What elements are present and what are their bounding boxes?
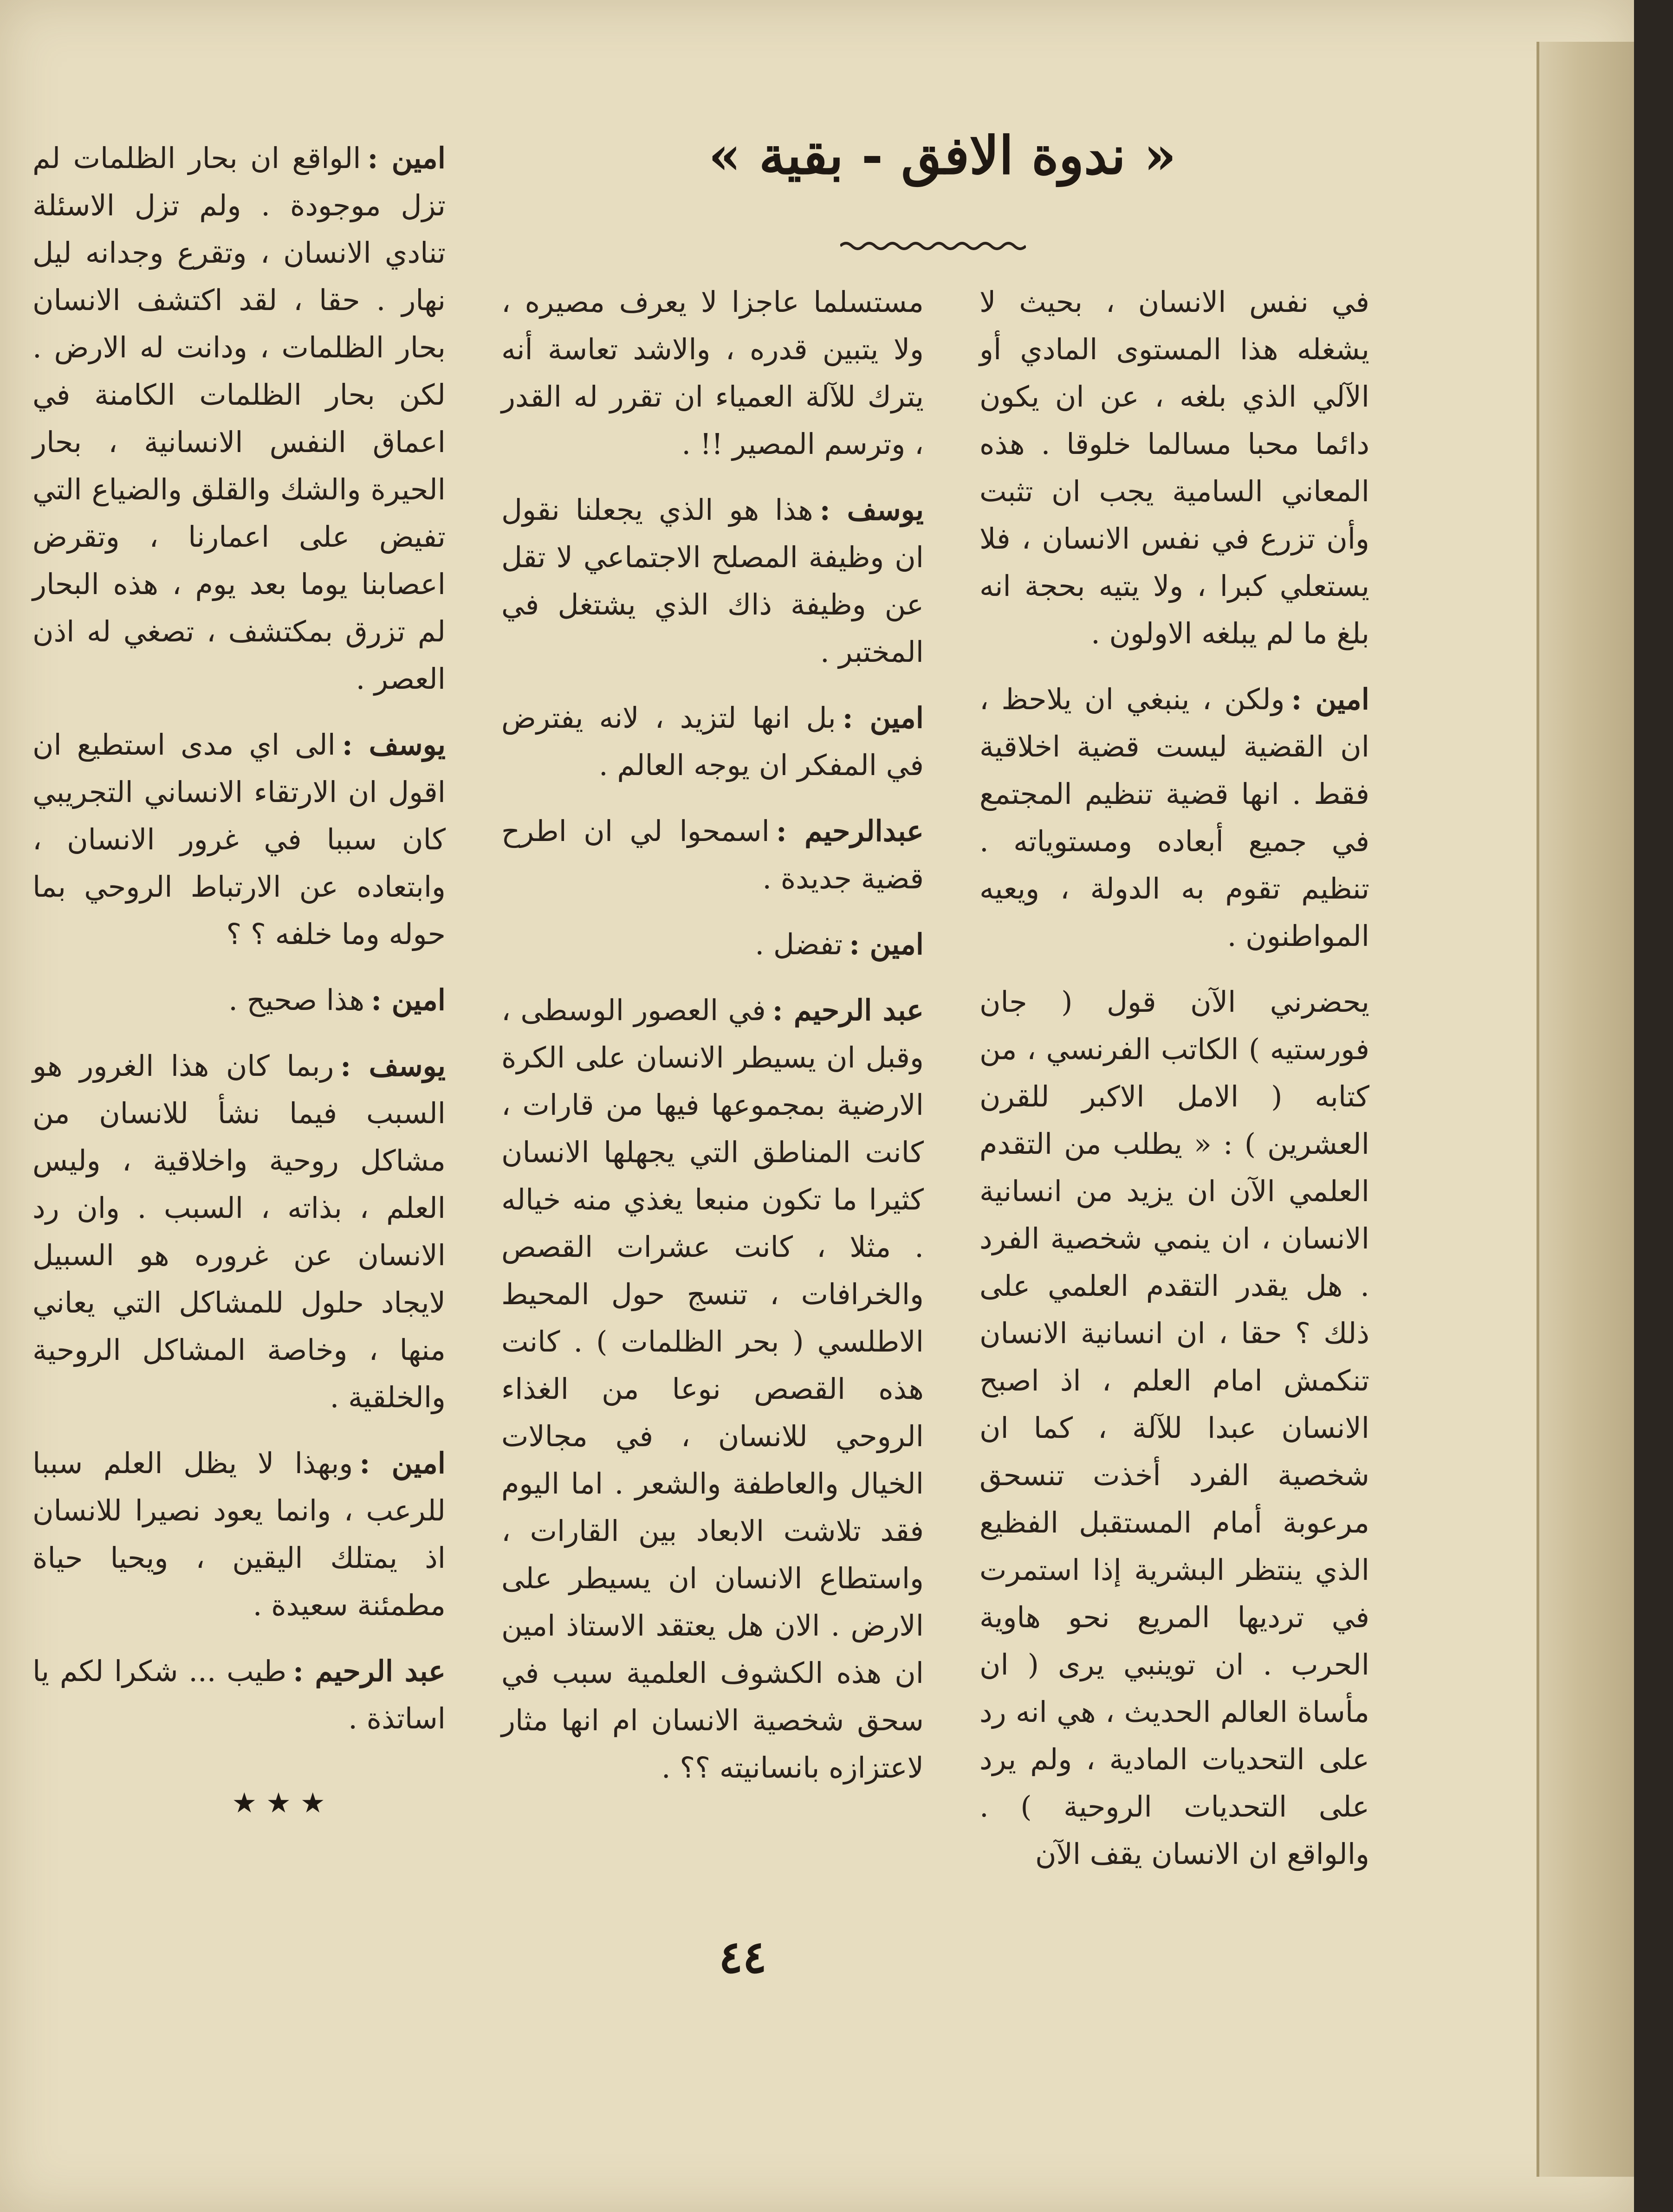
speaker-name: امين : [367,141,446,175]
paragraph-text: مستسلما عاجزا لا يعرف مصيره ، ولا يتبين قدره ، والاشد تعاسة أنه يترك للآلة العمياء ان تقرر له القدر ، وترسم المصير !! . [501,285,924,461]
paragraph-text: الى اي مدى استطيع ان اقول ان الارتقاء الانساني التجريبي كان سببا في غرور الانسان ، وابتعاده عن الارتباط الروحي بما حوله وما خلفه ؟ ؟ [32,728,446,951]
page-stack-edge [1537,42,1637,2177]
paragraph-text: اسمحوا لي ان اطرح قضية جديدة . [501,814,924,895]
speaker-name: عبد الرحيم : [772,993,924,1027]
page-number: ٤٤ [719,1931,767,1983]
speaker-name: امين : [842,701,924,735]
paragraph [32,1042,446,1421]
paragraph [501,987,924,1792]
article-title: « ندوة الافق - بقية » [708,125,1176,186]
paragraph [32,135,446,703]
article-end-mark: ★★★ [232,1787,335,1819]
speaker-name: عبد الرحيم : [293,1654,446,1688]
speaker-name: امين : [1291,682,1369,716]
paragraph [32,1440,446,1629]
paragraph-text: بل انها لتزيد ، لانه يفترض في المفكر ان يوجه العالم . [501,701,924,782]
paragraph [501,921,924,968]
paragraph-text: طيب ... شكرا لكم يا اساتذة . [32,1654,446,1735]
paragraph [32,721,446,958]
scan-background [1634,0,1673,2212]
paragraph-text: هذا صحيح . [228,983,365,1017]
paragraph [979,978,1369,1878]
paragraph-text: ربما كان هذا الغرور هو السبب فيما نشأ للانسان من مشاكل روحية واخلاقية ، وليس العلم ، بذاته ، السبب . وان رد الانسان عن غروره هو السبيل لايجاد حلول للمشاكل التي يعاني منها ، وخاصة المشاكل الروحية والخلقية . [32,1049,446,1414]
paragraph-text: ولكن ، ينبغي ان يلاحظ ، ان القضية ليست قضية اخلاقية فقط . انها قضية تنظيم المجتمع في جميع أبعاده ومستوياته . تنظيم تقوم به الدولة ، ويعيه المواطنون . [979,682,1369,953]
paragraph [32,977,446,1024]
paragraph [32,1648,446,1742]
paragraph-text: تفضل . [755,927,843,961]
paragraph [501,694,924,789]
speaker-name: يوسف : [819,493,924,527]
paragraph [979,676,1369,960]
speaker-name: عبدالرحيم : [776,814,924,848]
column-middle [501,278,924,1792]
paragraph-text: الواقع ان بحار الظلمات لم تزل موجودة . ولم تزل الاسئلة تنادي الانسان ، وتقرع وجدانه ليل نهار . حقا ، لقد اكتشف الانسان بحار الظلمات ، ودانت له الارض . لكن بحار الظلمات الكامنة في اعماق النفس الانسانية ، بحار الحيرة والشك والقلق والضياع التي تفيض على اعمارنا ، وتقرض اعصابنا يوما بعد يوم ، هذه البحار لم تزرق بمكتشف ، تصغي له اذن العصر . [32,141,446,696]
paragraph [979,278,1369,657]
paragraph-text: في العصور الوسطى ، وقبل ان يسيطر الانسان على الكرة الارضية بمجموعها فيها من قارات ، كانت المناطق التي يجهلها الانسان كثيرا ما تكون منبعا يغذي منه خياله . مثلا ، كانت عشرات القصص والخرافات ، تنسج حول المحيط الاطلسي ( بحر الظلمات ) . كانت هذه القصص نوعا من الغذاء الروحي للانسان ، في مجالات الخيال والعاطفة والشعر . اما اليوم فقد تلاشت الابعاد بين القارات ، واستطاع الانسان ان يسيطر على الارض . الان هل يعتقد الاستاذ امين ان هذه الكشوف العلمية سبب في سحق شخصية الانسان ام انها مثار لاعتزازه بانسانيته ؟؟ . [501,993,924,1785]
paragraph [501,486,924,676]
paragraph-text: هذا هو الذي يجعلنا نقول ان وظيفة المصلح الاجتماعي لا تقل عن وظيفة ذاك الذي يشتغل في المختبر . [501,493,924,669]
column-right [979,278,1369,1878]
speaker-name: يوسف : [340,1049,446,1083]
paragraph [501,808,924,902]
speaker-name: امين : [371,983,446,1017]
title-underline-ornament [840,237,1026,255]
paragraph [501,278,924,468]
column-left [32,135,446,1742]
speaker-name: يوسف : [342,728,446,762]
paragraph-text: في نفس الانسان ، بحيث لا يشغله هذا المستوى المادي أو الآلي الذي بلغه ، عن ان يكون دائما محبا مسالما خلوقا . هذه المعاني السامية يجب ان تثبت وأن تزرع في نفس الانسان ، فلا يستعلي كبرا ، ولا يتيه بحجة انه بلغ ما لم يبلغه الاولون . [979,285,1369,650]
speaker-name: امين : [359,1446,446,1480]
paragraph-text: وبهذا لا يظل العلم سببا للرعب ، وانما يعود نصيرا للانسان اذ يمتلك اليقين ، ويحيا حياة مطمئنة سعيدة . [32,1446,446,1622]
speaker-name: امين : [849,927,924,961]
paragraph-text: يحضرني الآن قول ( جان فورستيه ) الكاتب الفرنسي ، من كتابه ( الامل الاكبر للقرن العشرين ) : « يطلب من التقدم العلمي الآن ان يزيد من انسانية الانسان ، ان ينمي شخصية الفرد . هل يقدر التقدم العلمي على ذلك ؟ حقا ، ان انسانية الانسان تنكمش امام العلم ، اذ اصبح الانسان عبدا للآلة ، كما ان شخصية الفرد أخذت تنسحق مرعوبة أمام المستقبل الفظيع الذي ينتظر البشرية إذا استمرت في ترديها المريع نحو هاوية الحرب . ان توينبي يرى ( ان مأساة العالم الحديث ، هي انه رد على التحديات المادية ، ولم يرد على التحديات الروحية ) . والواقع ان الانسان يقف الآن [979,985,1369,1871]
